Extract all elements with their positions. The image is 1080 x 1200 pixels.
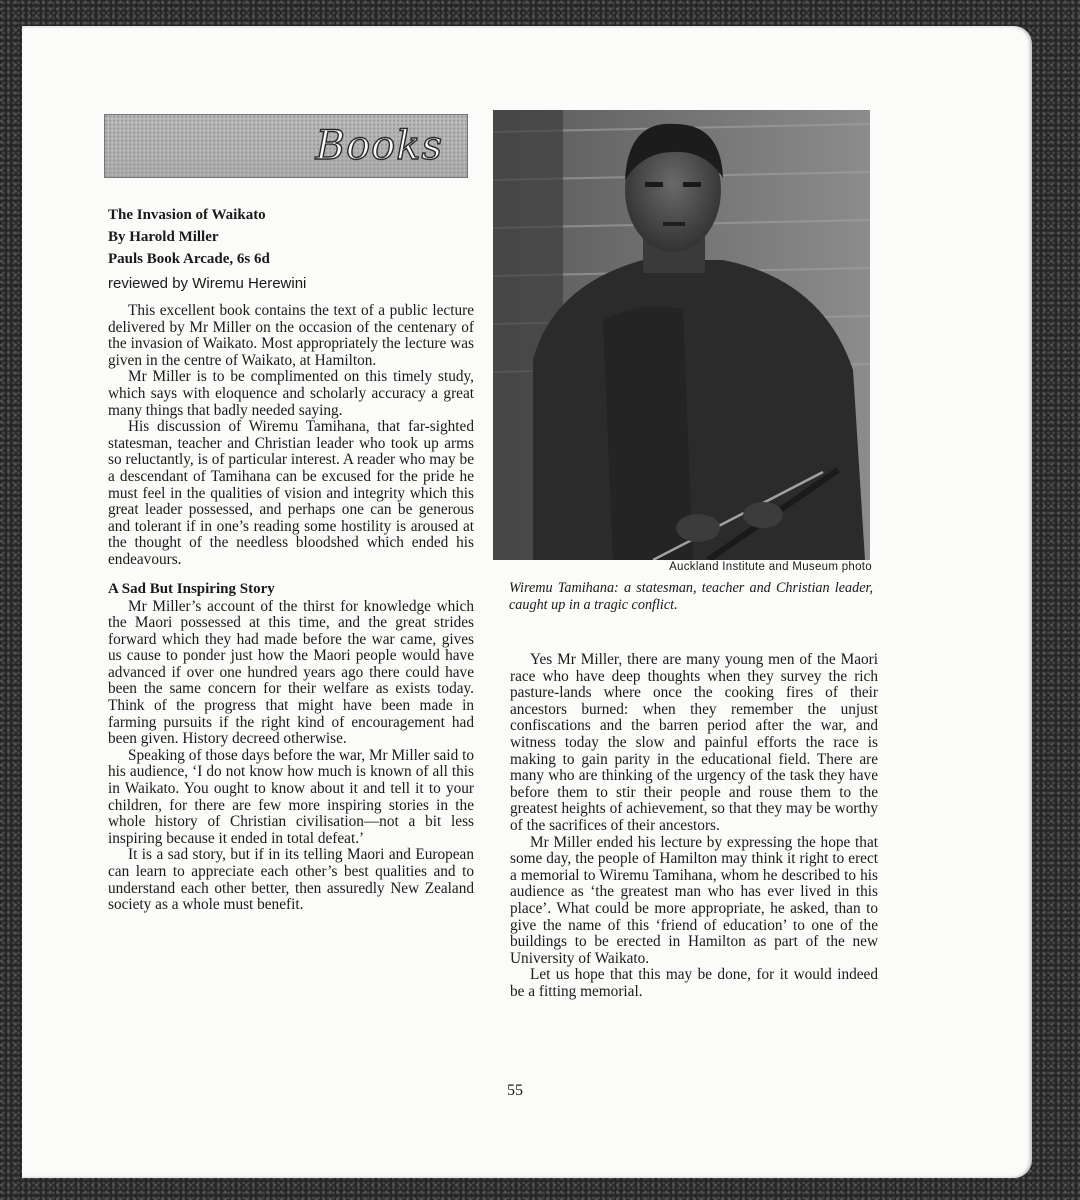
paragraph: It is a sad story, but if in its telling Maori and European can learn to appreciate each other’s best qualities and to understand each other better, then assuredly New Zealand society as a whole must benefit. xyxy=(108,846,474,914)
paragraph: Speaking of those days before the war, Mr Miller said to his audience, ‘I do not know how much is known of all this in Waikato. You ought to know about it and tell it to your children, for there are few more inspiring stories in the whole history of Christian civilisation—not a bit less inspiring because it ended in total defeat.’ xyxy=(108,746,474,847)
subheading: A Sad But Inspiring Story xyxy=(108,580,275,597)
section-title: Books xyxy=(315,123,443,169)
paragraph: Mr Miller’s account of the thirst for knowledge which the Maori possessed at this time, and the great strides forward which they had made before the war came, gives us cause to ponder just how the Maori people would have advanced if over one hundred years ago there could have been the same concern for their welfare as exists today. Think of the progress that might have been made in farming pursuits if the right kind of encouragement had been given. History decreed otherwise. xyxy=(108,597,474,748)
book-title: The Invasion of Waikato xyxy=(108,207,266,223)
portrait-photo xyxy=(493,110,870,560)
paragraph: Mr Miller is to be complimented on this timely study, which says with eloquence and scholarly accuracy a great many things that badly needed saying. xyxy=(108,368,474,419)
right-column xyxy=(510,652,878,1000)
paragraph: Yes Mr Miller, there are many young men of the Maori race who have deep thoughts when they survey the rich pasture-lands where once the cooking fires of their ancestors burned: when they remember the unjust confiscations and the barren period after the war, and witness today the slow and painful efforts the race is making to gain parity in the educational field. There are many who are thinking of the urgency of the task they have before them to stir their people and rouse them to the greatest heights of achievement, so that they may be worthy of the sacrifices of their ancestors. xyxy=(510,651,878,834)
photo-credit: Auckland Institute and Museum photo xyxy=(669,561,872,573)
book-publisher: Pauls Book Arcade, 6s 6d xyxy=(108,251,270,267)
portrait-illustration xyxy=(493,110,870,560)
page-number: 55 xyxy=(507,1082,523,1099)
reviewer-line: reviewed by Wiremu Herewini xyxy=(108,275,307,292)
paragraph: Let us hope that this may be done, for it would indeed be a fitting memorial. xyxy=(510,966,878,1000)
paragraph: His discussion of Wiremu Tamihana, that far-sighted statesman, teacher and Christian leader who took up arms so reluctantly, is of particular interest. A reader who may be a descendant of Tamihana can be excused for the pride he must feel in the qualities of vision and integrity which this great leader possessed, and perhaps one can be generous and tolerant if in one’s reading some hostility is aroused at the thought of the needless bloodshed which ended his endeavours. xyxy=(108,418,474,568)
photo-caption: Wiremu Tamihana: a statesman, teacher and Christian leader, caught up in a tragic conflict. xyxy=(509,580,873,613)
paragraph: Mr Miller ended his lecture by expressing the hope that some day, the people of Hamilton may think it right to erect a memorial to Wiremu Tamihana, whom he described to his audience as ‘the greatest man who has ever lived in this place’. What could be more appropriate, he asked, than to give the name of this ‘friend of education’ to one of the buildings to be erected in Hamilton as part of the new University of Waikato. xyxy=(510,833,878,967)
paragraph: This excellent book contains the text of a public lecture delivered by Mr Miller on the occasion of the centenary of the invasion of Waikato. Most appropriately the lecture was given in the centre of Waikato, at Hamilton. xyxy=(108,302,474,369)
section-banner xyxy=(104,114,468,178)
book-author: By Harold Miller xyxy=(108,229,219,245)
left-column xyxy=(108,204,474,914)
